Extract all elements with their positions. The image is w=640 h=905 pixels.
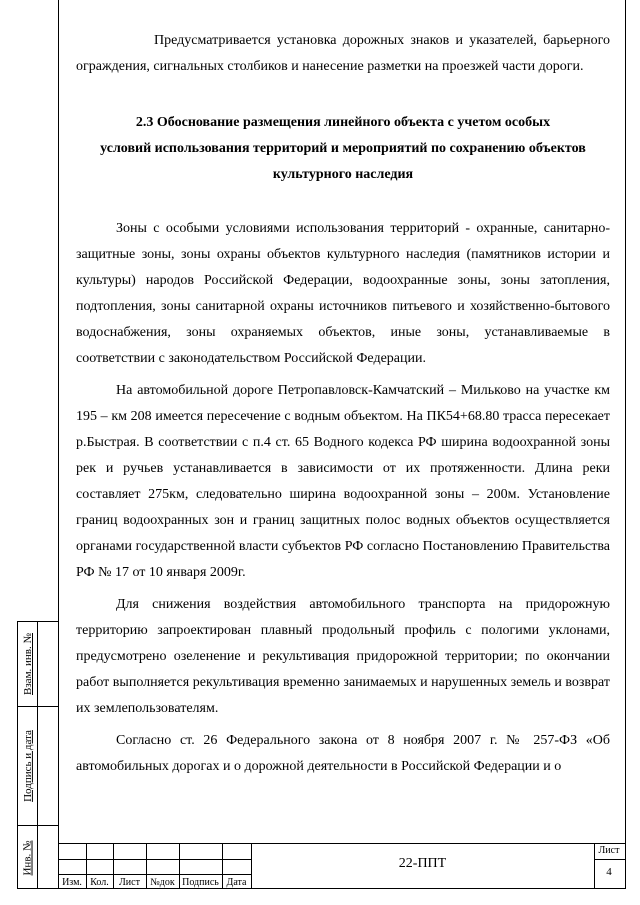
body-paragraph: Зоны с особыми условиями использования территорий - охранные, санитарно-защитные зоны, зоны охраны объектов культурного наследия (памятников истории и культуры) народов Российской Федерации, водоохранные зоны, зоны затопления, подтопления, зоны санитарной охраны источников питьевого и хозяйственно-бытового водоснабжения, зоны охраняемых объектов, иные зоны, устанавливаемые в соответствии с законодательством Российской Федерации. (76, 221, 610, 366)
section-heading-line: культурного наследия (272, 167, 414, 182)
section-heading-line: 2.3 Обоснование размещения линейного объекта с учетом особых (135, 115, 551, 130)
col-izm: Изм. (62, 877, 82, 888)
col-data: Дата (226, 877, 247, 888)
document-body (76, 28, 610, 780)
document-code: 22-ППТ (398, 856, 447, 871)
col-kol: Кол. (90, 877, 109, 888)
body-paragraph: Согласно ст. 26 Федерального закона от 8 ноября 2007 г. № 257-ФЗ «Об автомобильных дорогах и о дорожной деятельности в Российской Федерации и о (76, 733, 610, 774)
col-list: Лист (119, 877, 140, 888)
intro-paragraph: Предусматривается установка дорожных знаков и указателей, барьерного ограждения, сигнальных столбиков и нанесение разметки на проезжей части дороги. (76, 33, 610, 74)
side-stamp (17, 621, 58, 889)
inv-no-label: Инв. № (22, 839, 34, 876)
section-heading-line: условий использования территорий и мероприятий по сохранению объектов (100, 141, 586, 156)
section-heading (76, 110, 610, 188)
vzam-inv-label: Взам. инв. № (22, 633, 34, 695)
col-podpis: Подпись (182, 877, 219, 888)
podpis-data-label: Подпись и дата (22, 729, 34, 802)
title-block-row-line (594, 859, 626, 860)
sheet-label: Лист (598, 845, 620, 856)
title-block (58, 843, 626, 889)
col-ndok: №док (150, 877, 175, 888)
sheet-number: 4 (606, 866, 612, 878)
body-paragraph: На автомобильной дороге Петропавловск-Камчатский – Мильково на участке км 195 – км 208 имеется пересечение с водным объектом. На ПК54+68.80 трасса пересекает р.Быстрая. В соответствии с п.4 ст. 65 Водного кодекса РФ ширина водоохранной зоны рек и ручьев устанавливается в зависимости от их протяженности. Длина реки составляет 275км, следовательно ширина водоохранной зоны – 200м. Установление границ водоохранных зон и границ защитных полос водных объектов осуществляется органами государственной власти субъектов РФ согласно Постановлению Правительства РФ № 17 от 10 января 2009г. (76, 383, 610, 580)
body-paragraph: Для снижения воздействия автомобильного транспорта на придорожную территорию запроектирован плавный продольный профиль с пологими уклонами, предусмотрено озеленение и рекультивация придорожной территории; по окончании работ выполняется рекультивация временно занимаемых и нарушенных земель и возврат их землепользователям. (76, 597, 610, 716)
